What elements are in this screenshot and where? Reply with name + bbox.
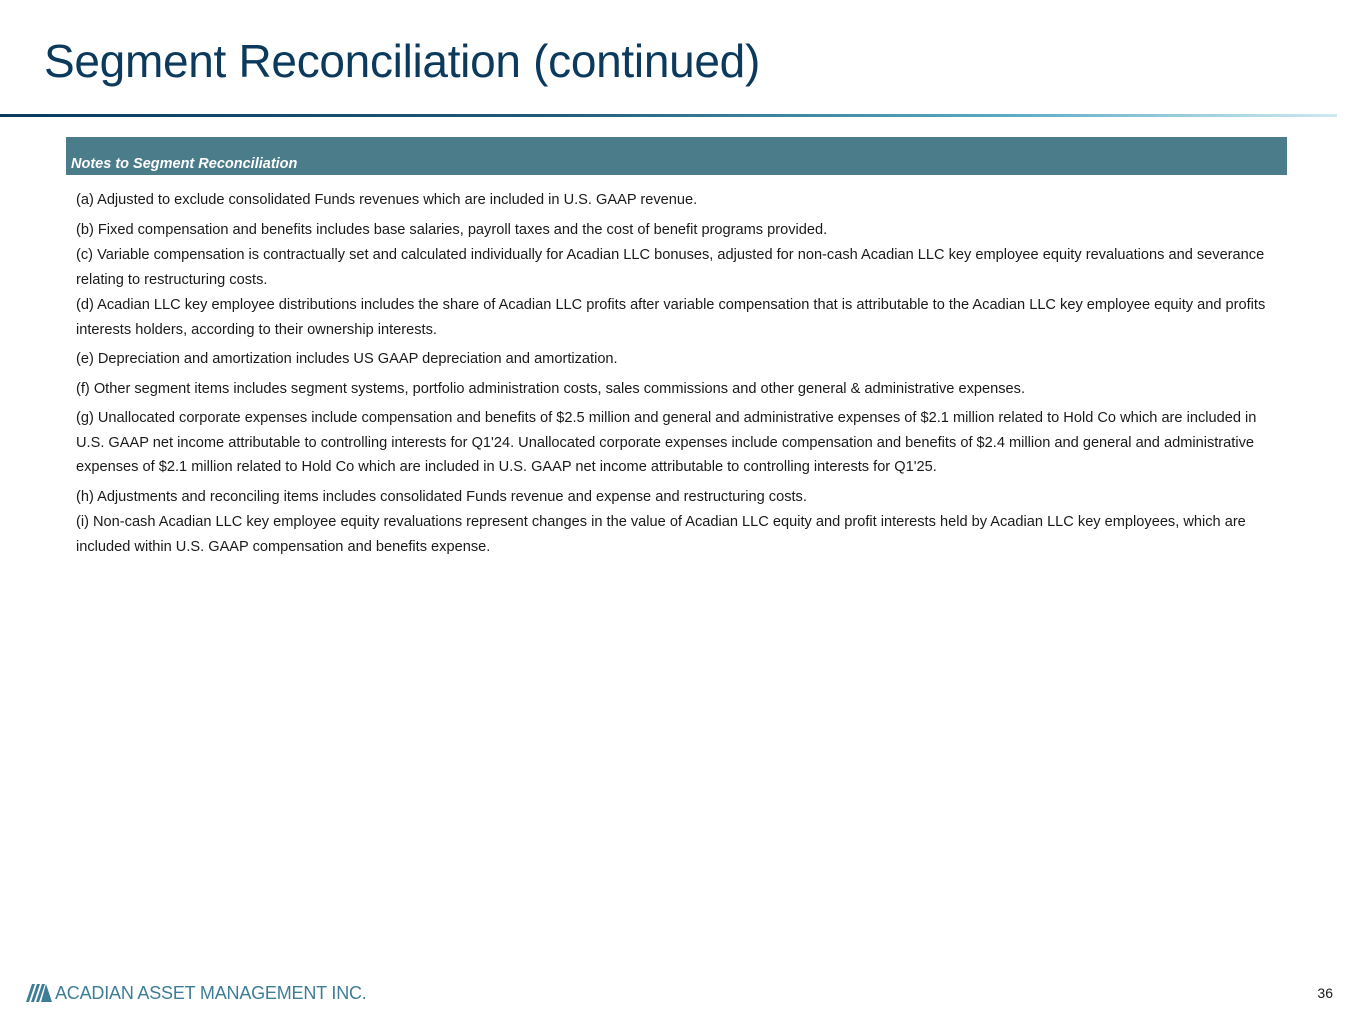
notes-header-band: [66, 137, 1287, 175]
note-i: (i) Non-cash Acadian LLC key employee equity revaluations represent changes in the value of Acadian LLC equity and profit interests held by Acadian LLC key employees, which are included within U.S. GAAP compensation and benefits expense.: [76, 514, 1246, 555]
notes-header-title: Notes to Segment Reconciliation: [71, 156, 298, 172]
note-b: (b) Fixed compensation and benefits includes base salaries, payroll taxes and the cost of benefit programs provided.: [76, 221, 828, 238]
note-g: (g) Unallocated corporate expenses include compensation and benefits of $2.5 million and general and administrative expenses of $2.1 million related to Hold Co which are included in U.S. GAAP net income attributable to controlling interests for Q1'24. Unallocated corporate expenses include compensation and benefits of $2.4 million and general and administrative expenses of $2.1 million related to Hold Co which are included in U.S. GAAP net income attributable to controlling interests for Q1'25.: [76, 410, 1257, 475]
acadian-stripes-logo-icon: [26, 984, 52, 1002]
company-name: ACADIAN ASSET MANAGEMENT INC.: [55, 982, 367, 1003]
title-divider: [0, 114, 1337, 117]
note-e: (e) Depreciation and amortization includes US GAAP depreciation and amortization.: [76, 351, 618, 367]
note-a: (a) Adjusted to exclude consolidated Funds revenues which are included in U.S. GAAP revenue.: [76, 192, 698, 208]
company-logo: [26, 983, 367, 1003]
notes-list: [76, 188, 1286, 564]
page-number: 36: [1317, 985, 1333, 1001]
note-h: (h) Adjustments and reconciling items includes consolidated Funds revenue and expense and restructuring costs.: [76, 488, 807, 505]
note-d: (d) Acadian LLC key employee distributions includes the share of Acadian LLC profits after variable compensation that is attributable to the Acadian LLC key employee equity and profits interests holders, according to their ownership interests.: [76, 297, 1266, 338]
note-c: (c) Variable compensation is contractually set and calculated individually for Acadian LLC bonuses, adjusted for non-cash Acadian LLC key employee equity revaluations and severance relating to restructuring costs.: [76, 247, 1265, 288]
page-title: Segment Reconciliation (continued): [44, 35, 760, 87]
note-f: (f) Other segment items includes segment systems, portfolio administration costs, sales commissions and other general & administrative expenses.: [76, 380, 1025, 397]
